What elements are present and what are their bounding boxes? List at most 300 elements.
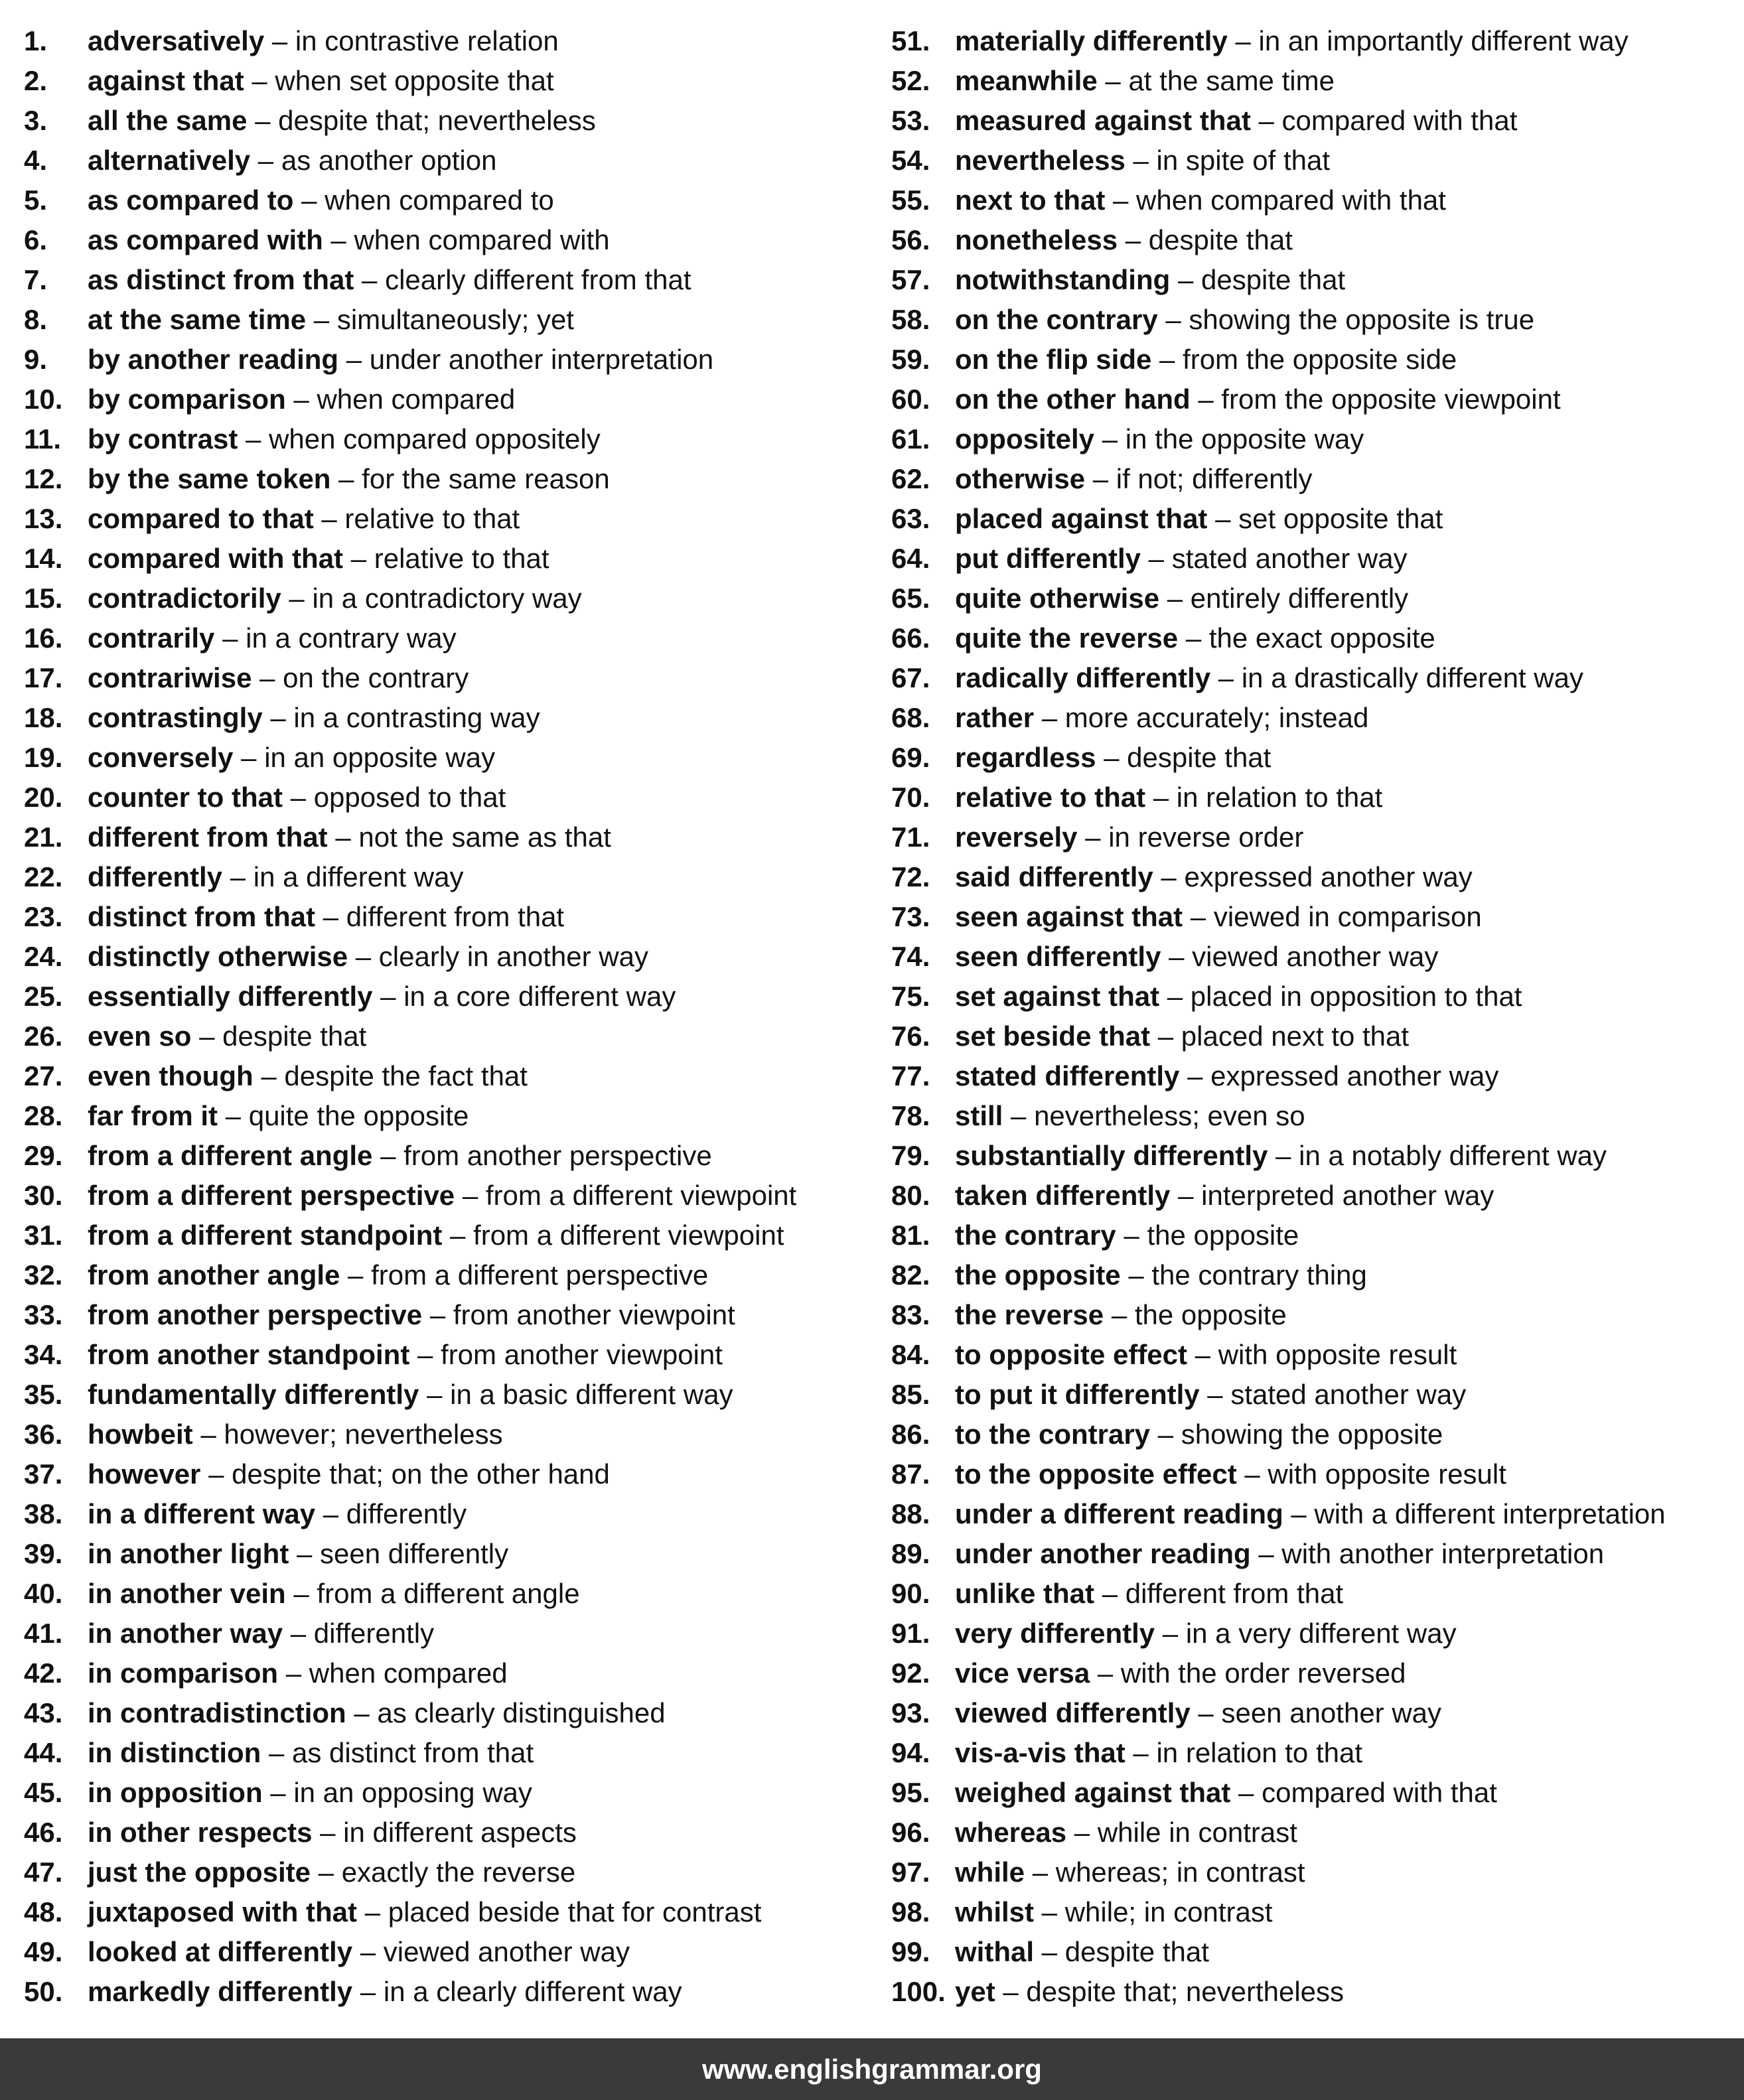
- list-item: [24, 618, 880, 658]
- list-item-separator: –: [1151, 344, 1183, 375]
- list-item: [891, 857, 1741, 897]
- list-item-separator: –: [1105, 184, 1137, 216]
- list-item-definition: in a contrary way: [246, 622, 457, 654]
- list-item-text: [955, 1255, 1367, 1295]
- list-item-text: [88, 1614, 434, 1653]
- list-item-term: markedly differently: [88, 1976, 353, 2007]
- list-item-text: [955, 1534, 1604, 1574]
- list-item-text: [88, 21, 559, 61]
- list-item-term: vis-a-vis that: [955, 1737, 1126, 1768]
- list-item: [891, 1096, 1741, 1136]
- list-item-separator: –: [1230, 1777, 1262, 1808]
- list-item-definition: despite that: [1200, 264, 1346, 295]
- list-item-text: [88, 1176, 796, 1216]
- list-item-term: to the opposite effect: [955, 1458, 1237, 1490]
- list-item-term: set against that: [955, 981, 1160, 1012]
- list-item-definition: as distinct from that: [292, 1737, 534, 1768]
- list-item-text: [88, 101, 596, 141]
- list-item-term: as compared with: [88, 224, 323, 255]
- list-item-text: [955, 579, 1408, 618]
- list-item-text: [955, 618, 1435, 658]
- list-item-number: 11.: [24, 423, 62, 455]
- list-item: [24, 1454, 880, 1494]
- list-item: [891, 260, 1741, 300]
- list-item-number: 68.: [891, 702, 930, 733]
- list-item-term: juxtaposed with that: [88, 1896, 358, 1927]
- list-item-text: [88, 539, 549, 579]
- list-item-text: [88, 61, 554, 101]
- list-item-number: 19.: [24, 742, 63, 773]
- list-item-separator: –: [1025, 1856, 1056, 1888]
- list-item-definition: the contrary thing: [1151, 1259, 1367, 1291]
- list-item-definition: from a different viewpoint: [473, 1220, 784, 1251]
- list-item-text: [955, 21, 1629, 61]
- list-item-term: contrariwise: [88, 662, 252, 693]
- list-item-separator: –: [1034, 702, 1065, 733]
- list-item-text: [955, 1295, 1287, 1335]
- list-item-number: 42.: [24, 1657, 63, 1689]
- list-item-definition: different from that: [1125, 1578, 1344, 1609]
- list-item-number: 77.: [891, 1060, 930, 1091]
- list-item-number: 88.: [891, 1498, 930, 1529]
- list-item: [24, 857, 880, 897]
- list-item-separator: –: [1066, 1817, 1098, 1848]
- list-item: [24, 1892, 880, 1932]
- list-item-term: different from that: [88, 821, 328, 853]
- list-item-number: 86.: [891, 1419, 930, 1450]
- list-item-separator: –: [1250, 1538, 1282, 1569]
- list-item-term: to the contrary: [955, 1419, 1151, 1450]
- list-item: [891, 141, 1741, 180]
- list-item-number: 29.: [24, 1140, 63, 1171]
- list-item: [891, 380, 1741, 419]
- list-item-definition: not the same as that: [358, 821, 611, 853]
- list-item-text: [88, 180, 554, 220]
- list-item-definition: placed beside that for contrast: [388, 1896, 762, 1927]
- list-item: [891, 1295, 1741, 1335]
- list-item-definition: at the same time: [1128, 65, 1335, 96]
- list-item-definition: when compared oppositely: [269, 423, 601, 455]
- list-item-separator: –: [1250, 105, 1282, 136]
- list-item-number: 41.: [24, 1618, 63, 1649]
- list-item-definition: despite that: [1064, 1936, 1209, 1967]
- list-item: [891, 1972, 1741, 2012]
- list-item-separator: –: [289, 1538, 321, 1569]
- list-item: [891, 1375, 1741, 1415]
- list-item-text: [88, 1136, 712, 1176]
- list-item-separator: –: [278, 1657, 309, 1689]
- list-item-text: [955, 380, 1561, 419]
- list-item-number: 76.: [891, 1020, 930, 1052]
- list-item-text: [88, 380, 515, 419]
- list-item-term: even so: [88, 1020, 192, 1052]
- list-item: [24, 380, 880, 419]
- list-item: [891, 220, 1741, 260]
- list-item-text: [955, 698, 1368, 738]
- list-item-text: [88, 1454, 610, 1494]
- list-item-separator: –: [1268, 1140, 1299, 1171]
- list-item-definition: set opposite that: [1238, 503, 1443, 534]
- list-item-text: [955, 817, 1303, 857]
- list-item-text: [955, 499, 1443, 539]
- list-item-text: [955, 738, 1271, 778]
- list-item-text: [955, 1813, 1297, 1853]
- list-item-number: 60.: [891, 384, 930, 415]
- list-item: [891, 778, 1741, 817]
- list-item: [24, 101, 880, 141]
- list-item-term: quite otherwise: [955, 583, 1160, 614]
- list-item-separator: –: [1120, 1259, 1152, 1291]
- list-item: [891, 1614, 1741, 1653]
- list-item-separator: –: [262, 702, 294, 733]
- list-item-number: 49.: [24, 1936, 63, 1967]
- list-item: [891, 1494, 1741, 1534]
- list-item-term: substantially differently: [955, 1140, 1268, 1171]
- list-item-number: 64.: [891, 543, 930, 574]
- list-item-definition: quite the opposite: [248, 1100, 469, 1131]
- list-item-text: [88, 1255, 708, 1295]
- list-item-definition: from the opposite viewpoint: [1221, 384, 1561, 415]
- list-item-separator: –: [419, 1379, 451, 1410]
- list-item-term: in another way: [88, 1618, 283, 1649]
- list-item-term: adversatively: [88, 25, 265, 56]
- list-item-text: [955, 539, 1408, 579]
- list-item: [24, 1733, 880, 1773]
- list-item-term: quite the reverse: [955, 622, 1179, 654]
- list-item-text: [955, 1136, 1607, 1176]
- list-item-definition: showing the opposite: [1181, 1419, 1443, 1450]
- list-item-number: 95.: [891, 1777, 930, 1808]
- list-item-term: viewed differently: [955, 1697, 1191, 1728]
- list-item-text: [955, 260, 1345, 300]
- site-footer: [0, 2038, 1744, 2100]
- list-item: [891, 1136, 1741, 1176]
- list-item-number: 92.: [891, 1657, 930, 1689]
- list-item-term: seen against that: [955, 901, 1183, 932]
- list-item: [24, 1653, 880, 1693]
- list-item-separator: –: [282, 782, 314, 813]
- list-item-text: [955, 459, 1313, 499]
- list-item-separator: –: [1096, 742, 1127, 773]
- list-item-separator: –: [252, 662, 283, 693]
- list-item-number: 54.: [891, 145, 930, 176]
- list-item-number: 61.: [891, 423, 930, 455]
- list-item-text: [955, 1216, 1299, 1255]
- list-item: [24, 220, 880, 260]
- list-item: [891, 1932, 1741, 1972]
- list-item: [24, 1216, 880, 1255]
- list-item: [24, 778, 880, 817]
- list-item-number: 24.: [24, 941, 63, 972]
- list-item-number: 69.: [891, 742, 930, 773]
- list-item-separator: –: [253, 1060, 285, 1091]
- list-item-number: 32.: [24, 1259, 63, 1291]
- list-item-definition: in an opposing way: [293, 1777, 532, 1808]
- list-item-definition: whereas; in contrast: [1055, 1856, 1305, 1888]
- list-item-text: [88, 1534, 508, 1574]
- list-item-separator: –: [1085, 463, 1116, 494]
- list-item-term: placed against that: [955, 503, 1208, 534]
- list-item-text: [955, 101, 1517, 141]
- list-item-separator: –: [238, 423, 269, 455]
- list-item-text: [88, 220, 610, 260]
- list-item-definition: in different aspects: [343, 1817, 577, 1848]
- list-item-text: [88, 141, 496, 180]
- list-item: [24, 817, 880, 857]
- list-item-text: [88, 1972, 682, 2012]
- list-item-definition: in an importantly different way: [1258, 25, 1629, 56]
- list-item-definition: despite that; nevertheless: [1026, 1976, 1344, 2007]
- list-item: [891, 1693, 1741, 1733]
- list-item: [24, 1375, 880, 1415]
- list-item-definition: simultaneously; yet: [336, 304, 575, 335]
- list-item-definition: different from that: [346, 901, 565, 932]
- list-item-separator: –: [1034, 1896, 1065, 1927]
- list-item-definition: relative to that: [374, 543, 549, 574]
- list-item: [891, 1454, 1741, 1494]
- list-item-definition: when compared to: [325, 184, 554, 216]
- list-item: [891, 340, 1741, 380]
- list-item-definition: showing the opposite is true: [1189, 304, 1535, 335]
- list-item-number: 9.: [24, 344, 48, 375]
- list-item-number: 30.: [24, 1180, 63, 1211]
- list-item-definition: when compared: [317, 384, 516, 415]
- list-item-term: meanwhile: [955, 65, 1098, 96]
- list-item-definition: in an opposite way: [264, 742, 496, 773]
- list-item-number: 5.: [24, 184, 48, 216]
- list-item-term: said differently: [955, 861, 1153, 892]
- list-item: [891, 1176, 1741, 1216]
- list-item-separator: –: [1183, 901, 1214, 932]
- list-item-number: 66.: [891, 622, 930, 654]
- list-item-term: contrastingly: [88, 702, 263, 733]
- list-item-text: [955, 1892, 1273, 1932]
- list-item: [24, 1614, 880, 1653]
- list-item-separator: –: [352, 1976, 384, 2007]
- list-item-number: 12.: [24, 463, 63, 494]
- list-item-separator: –: [1170, 264, 1201, 295]
- list-item-separator: –: [191, 1020, 223, 1052]
- list-item-definition: if not; differently: [1116, 463, 1313, 494]
- list-item: [24, 1773, 880, 1813]
- list-item-number: 85.: [891, 1379, 930, 1410]
- list-item-definition: viewed another way: [383, 1936, 630, 1967]
- list-item-number: 55.: [891, 184, 930, 216]
- list-item-definition: in a contradictory way: [312, 583, 582, 614]
- list-item-text: [955, 897, 1482, 937]
- list-item-text: [88, 977, 676, 1016]
- list-item-number: 25.: [24, 981, 63, 1012]
- list-item-number: 74.: [891, 941, 930, 972]
- list-item-definition: with opposite result: [1218, 1339, 1457, 1370]
- list-item-definition: stated another way: [1171, 543, 1408, 574]
- list-item-term: seen differently: [955, 941, 1161, 972]
- list-item-definition: as another option: [281, 145, 497, 176]
- list-item-separator: –: [1179, 1060, 1211, 1091]
- list-item-number: 79.: [891, 1140, 930, 1171]
- list-item-number: 15.: [24, 583, 63, 614]
- list-item-separator: –: [1161, 941, 1193, 972]
- list-item-separator: –: [357, 1896, 388, 1927]
- list-item-separator: –: [293, 184, 325, 216]
- list-item-definition: stated another way: [1230, 1379, 1467, 1410]
- list-item-definition: when compared with that: [1136, 184, 1446, 216]
- list-item-text: [955, 1733, 1362, 1773]
- list-item-number: 63.: [891, 503, 930, 534]
- word-list-column-right: [891, 21, 1741, 2012]
- list-item-text: [88, 1892, 761, 1932]
- list-item-term: whilst: [955, 1896, 1035, 1927]
- list-item: [24, 1096, 880, 1136]
- list-item: [891, 61, 1741, 101]
- list-item-separator: –: [285, 1578, 317, 1609]
- list-item: [891, 101, 1741, 141]
- list-item-term: even though: [88, 1060, 254, 1091]
- list-item-number: 33.: [24, 1299, 63, 1330]
- list-item-separator: –: [1003, 1100, 1035, 1131]
- list-item-separator: –: [1236, 1458, 1268, 1490]
- list-item-definition: despite that: [1127, 742, 1272, 773]
- list-item-separator: –: [315, 901, 346, 932]
- list-item: [24, 658, 880, 698]
- list-item: [891, 658, 1741, 698]
- list-item: [24, 61, 880, 101]
- list-item-term: looked at differently: [88, 1936, 353, 1967]
- list-item: [891, 1216, 1741, 1255]
- list-item-number: 18.: [24, 702, 63, 733]
- list-item-text: [955, 1415, 1443, 1454]
- list-item-definition: compared with that: [1281, 105, 1518, 136]
- list-item-number: 67.: [891, 662, 930, 693]
- list-item-definition: differently: [346, 1498, 467, 1529]
- list-item-term: yet: [955, 1976, 995, 2007]
- list-item: [24, 1574, 880, 1614]
- list-item-text: [88, 1932, 630, 1972]
- list-item: [24, 1853, 880, 1892]
- list-item-number: 59.: [891, 344, 930, 375]
- list-item-term: from a different angle: [88, 1140, 373, 1171]
- list-item-number: 97.: [891, 1856, 930, 1888]
- list-item-text: [88, 1733, 534, 1773]
- list-item-term: counter to that: [88, 782, 283, 813]
- list-item-term: from a different perspective: [88, 1180, 455, 1211]
- list-item-definition: clearly different from that: [385, 264, 691, 295]
- list-item: [24, 1813, 880, 1853]
- list-item-separator: –: [323, 224, 354, 255]
- list-item-definition: in a basic different way: [450, 1379, 733, 1410]
- list-item-definition: placed next to that: [1181, 1020, 1410, 1052]
- list-item: [891, 1773, 1741, 1813]
- list-item-definition: with another interpretation: [1281, 1538, 1605, 1569]
- list-item-separator: –: [327, 821, 359, 853]
- list-item-definition: opposed to that: [313, 782, 506, 813]
- list-item-definition: interpreted another way: [1201, 1180, 1494, 1211]
- list-item-separator: –: [1116, 1220, 1147, 1251]
- list-item-number: 22.: [24, 861, 63, 892]
- list-item-term: from another angle: [88, 1259, 340, 1291]
- list-item: [891, 539, 1741, 579]
- list-item: [24, 419, 880, 459]
- list-item-term: vice versa: [955, 1657, 1090, 1689]
- list-item-term: set beside that: [955, 1020, 1151, 1052]
- list-item-number: 100.: [891, 1976, 946, 2007]
- list-item-number: 84.: [891, 1339, 930, 1370]
- list-item-term: under a different reading: [955, 1498, 1283, 1529]
- list-item-definition: despite that; on the other hand: [232, 1458, 610, 1490]
- list-item-number: 8.: [24, 304, 48, 335]
- list-item-definition: from a different viewpoint: [485, 1180, 797, 1211]
- list-item-separator: –: [1155, 1618, 1186, 1649]
- list-item: [891, 897, 1741, 937]
- list-item: [891, 738, 1741, 778]
- list-item-number: 94.: [891, 1737, 930, 1768]
- list-item-number: 81.: [891, 1220, 930, 1251]
- list-item-term: from another perspective: [88, 1299, 423, 1330]
- list-item-text: [955, 778, 1382, 817]
- list-item-term: in contradistinction: [88, 1697, 346, 1728]
- list-item-separator: –: [262, 1777, 294, 1808]
- list-item-number: 75.: [891, 981, 930, 1012]
- list-item-term: the contrary: [955, 1220, 1116, 1251]
- list-item-term: withal: [955, 1936, 1035, 1967]
- list-item-separator: –: [283, 1618, 314, 1649]
- list-item-definition: in a clearly different way: [383, 1976, 682, 2007]
- list-item: [891, 1892, 1741, 1932]
- list-item-text: [955, 220, 1293, 260]
- list-item-text: [88, 738, 495, 778]
- list-item-number: 13.: [24, 503, 63, 534]
- list-item-number: 47.: [24, 1856, 63, 1888]
- list-item-text: [955, 1454, 1506, 1494]
- footer-website-link[interactable]: www.englishgrammar.org: [702, 2053, 1042, 2085]
- list-item-number: 40.: [24, 1578, 63, 1609]
- list-item: [24, 1693, 880, 1733]
- list-item: [24, 698, 880, 738]
- list-item-definition: when compared: [309, 1657, 508, 1689]
- list-item-definition: despite that: [1148, 224, 1293, 255]
- list-item-term: just the opposite: [88, 1856, 311, 1888]
- list-item-term: fundamentally differently: [88, 1379, 419, 1410]
- list-item-definition: the opposite: [1134, 1299, 1287, 1330]
- list-item-definition: placed in opposition to that: [1190, 981, 1522, 1012]
- list-item-term: weighed against that: [955, 1777, 1231, 1808]
- list-item-term: under another reading: [955, 1538, 1251, 1569]
- list-item-term: notwithstanding: [955, 264, 1171, 295]
- list-item-term: in distinction: [88, 1737, 261, 1768]
- list-item-definition: compared with that: [1262, 1777, 1497, 1808]
- list-item: [24, 499, 880, 539]
- list-item-term: nevertheless: [955, 145, 1126, 176]
- list-item-separator: –: [340, 1259, 372, 1291]
- list-item-term: as distinct from that: [88, 264, 354, 295]
- list-item-definition: while in contrast: [1097, 1817, 1297, 1848]
- list-item-separator: –: [1034, 1936, 1065, 1967]
- list-item-text: [88, 897, 564, 937]
- list-item: [24, 1415, 880, 1454]
- list-item-text: [955, 1773, 1497, 1813]
- list-item-separator: –: [1159, 981, 1191, 1012]
- list-item-number: 43.: [24, 1697, 63, 1728]
- list-item-term: by comparison: [88, 384, 286, 415]
- list-item-term: next to that: [955, 184, 1106, 216]
- list-item-term: compared to that: [88, 503, 314, 534]
- list-item-number: 1.: [24, 25, 48, 56]
- list-item-definition: from another perspective: [403, 1140, 712, 1171]
- list-item-text: [88, 1813, 577, 1853]
- list-item: [891, 937, 1741, 977]
- list-item: [24, 1176, 880, 1216]
- list-item-text: [88, 579, 582, 618]
